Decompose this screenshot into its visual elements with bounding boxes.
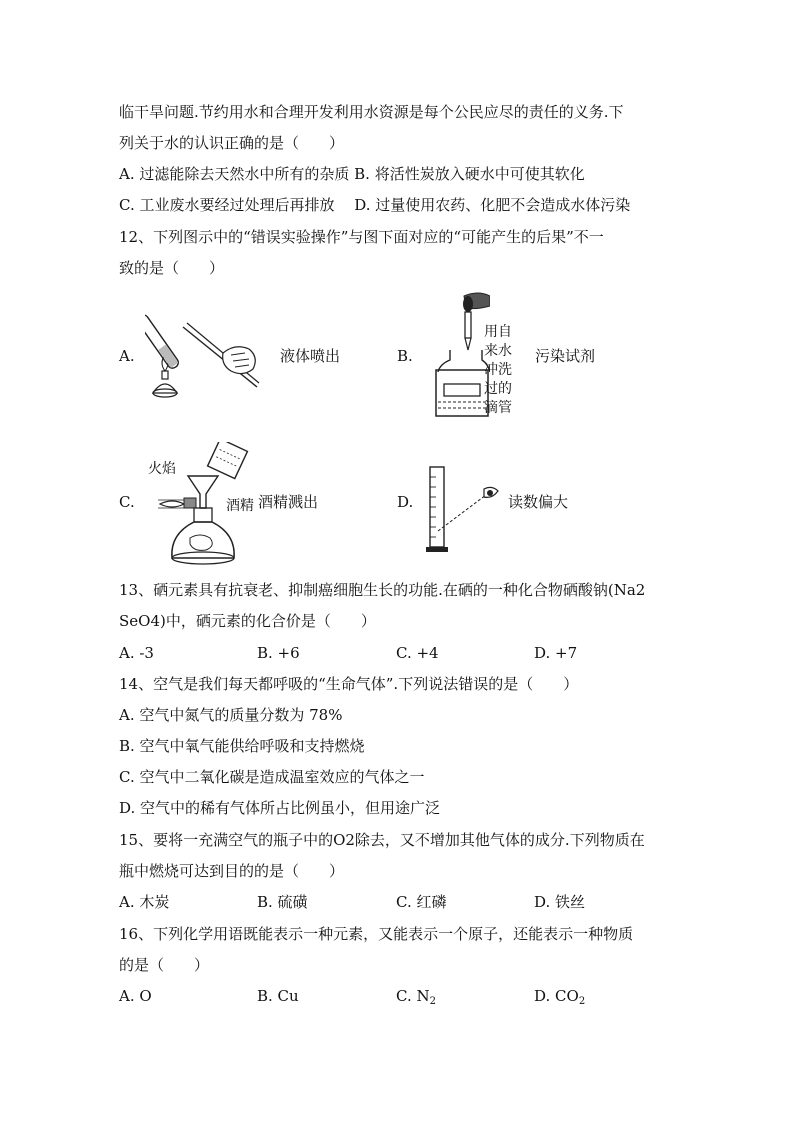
q12-stem-line1: 12、下列图示中的“错误实验操作”与图下面对应的“可能产生的后果”不一 [119,228,604,246]
q14-option-b: B. 空气中氧气能供给呼吸和支持燃烧 [119,737,365,755]
q13-option-b: B. +6 [257,644,300,662]
q13-option-a: A. -3 [119,644,154,662]
q12-option-c-letter: C. [119,493,135,511]
q14-option-c: C. 空气中二氧化碳是造成温室效应的气体之一 [119,768,425,786]
q15-stem-line2: 瓶中燃烧可达到目的的是（ ） [119,862,345,880]
q12-stem-line2: 致的是（ ） [119,259,225,277]
q15-option-c: C. 红磷 [396,893,447,911]
q14-option-d: D. 空气中的稀有气体所占比例虽小，但用途广泛 [119,799,441,817]
q12-figure-d-graduated-cylinder-reading [424,463,504,555]
q16-option-b: B. Cu [257,987,299,1005]
q12-option-d-result: 读数偏大 [508,493,569,511]
q16-option-c-text: C. N [396,987,430,1005]
q15-option-d: D. 铁丝 [534,893,586,911]
q14-option-a: A. 空气中氮气的质量分数为 78% [119,706,343,724]
q14-stem-line1: 14、空气是我们每天都呼吸的“生命气体”.下列说法错误的是（ ） [119,675,579,693]
q12-figure-b-caption-3: 冲洗 [484,362,512,378]
q11-stem-line2: 列关于水的认识正确的是（ ） [119,134,345,152]
q15-stem-line1: 15、要将一充满空气的瓶子中的O2除去，又不增加其他气体的成分.下列物质在 [119,831,645,849]
q11-options-ab: A. 过滤能除去天然水中所有的杂质 B. 将活性炭放入硬水中可使其软化 [119,165,585,183]
q12-option-b-result: 污染试剂 [535,347,596,365]
q16-option-a: A. O [119,987,152,1005]
q12-figure-c-flame-label: 火焰 [148,461,176,477]
q16-option-d-text: D. CO [534,987,579,1005]
q11-stem-line1: 临干旱问题.节约用水和合理开发利用水资源是每个公民应尽的责任的义务.下 [119,103,624,121]
q12-option-a-result: 液体喷出 [280,347,341,365]
q11-options-cd: C. 工业废水要经过处理后再排放 D. 过量使用农药、化肥不会造成水体污染 [119,196,631,214]
q12-figure-b-caption-4: 过的 [484,381,512,397]
q12-option-c-result: 酒精溅出 [258,493,319,511]
q12-option-d-letter: D. [397,493,414,511]
q16-option-c [396,986,436,1012]
q16-option-d-subscript: 2 [578,996,586,1007]
q16-stem-line1: 16、下列化学用语既能表示一种元素，又能表示一个原子，还能表示一种物质 [119,925,634,943]
q15-option-a: A. 木炭 [119,893,170,911]
q16-option-c-subscript: 2 [429,996,436,1007]
q12-figure-c-alcohol-label: 酒精 [226,498,254,514]
q12-figure-b-caption-1: 用自 [484,324,512,340]
q12-option-a-letter: A. [119,347,135,365]
q12-option-b-letter: B. [397,347,413,365]
q15-option-b: B. 硫磺 [257,893,308,911]
q13-option-d: D. +7 [534,644,578,662]
q16-option-d [534,986,585,1012]
q16-stem-line2: 的是（ ） [119,956,210,974]
q13-option-c: C. +4 [396,644,439,662]
q12-figure-b-caption-2: 来水 [484,343,512,359]
q12-figure-b-caption-5: 滴管 [484,400,512,416]
q12-figure-a-heating-test-tube [145,305,270,405]
q13-stem-line2: SeO4)中，硒元素的化合价是（ ） [119,612,376,630]
q13-stem-line1: 13、硒元素具有抗衰老、抑制癌细胞生长的功能.在硒的一种化合物硒酸钠(Na2 [119,581,646,599]
q12-figure-b-reagent-bottle-dropper [430,290,490,420]
